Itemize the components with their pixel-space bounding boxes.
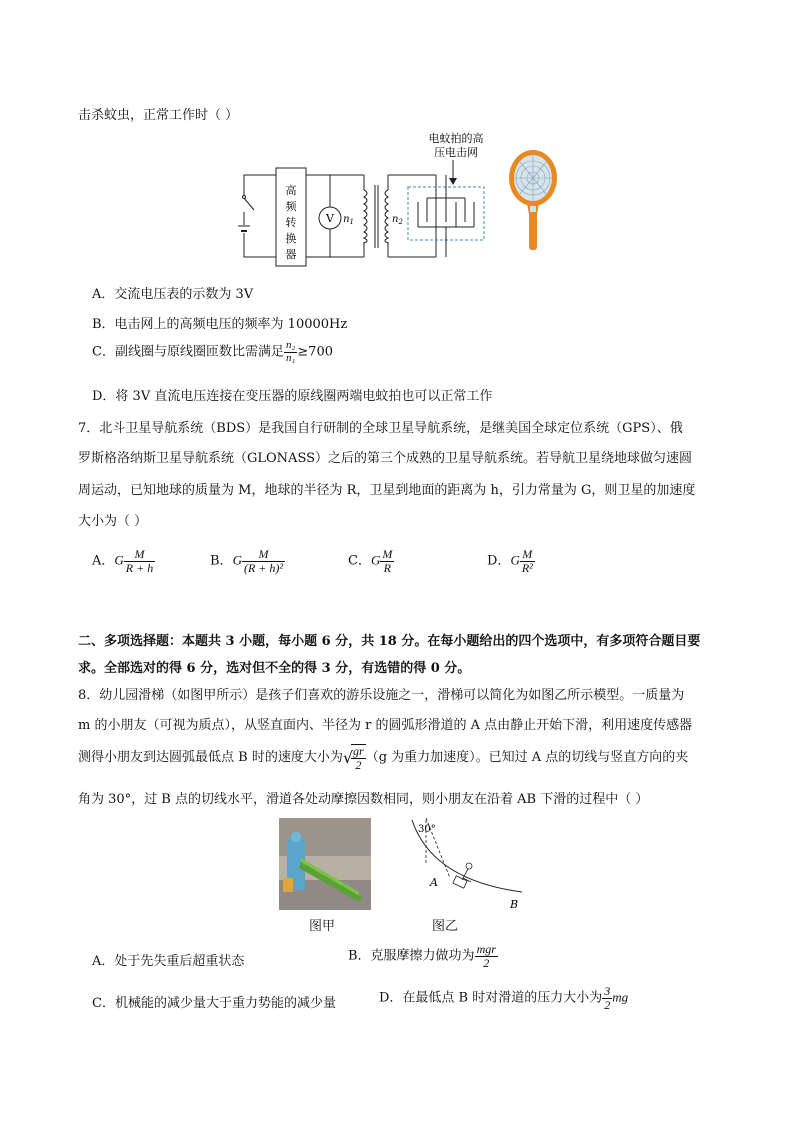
fraction-denominator: R [383,560,392,575]
n2-label: $n_2$ [392,214,403,226]
point-b-label: B [510,898,519,910]
secondary-coil [385,190,388,243]
q6-option-c-fraction [284,340,297,364]
q7-line-3: 周运动，已知地球的质量为 M，地球的半径为 R，卫星到地面的距离为 h，引力常量为 G，则卫星的加速度 [78,483,696,498]
fraction-numerator: gr [353,744,364,758]
q6-option-c [92,340,333,364]
battery-symbol [238,225,250,233]
q6-option-d: D．将 3V 直流电压连接在变压器的原线圈两端电蚊拍也可以正常工作 [92,389,493,404]
option-label: C． [348,553,371,569]
fraction-denominator: 2 [483,955,490,970]
section2-header-line2: 求。全部选对的得 6 分，选对但不全的得 3 分，有选错的得 0 分。 [78,661,471,676]
fraction-numerator: M [382,547,393,561]
n1-label: $n_1$ [343,214,354,226]
slide-model-diagram [410,818,530,910]
q7-option-b [210,548,285,574]
option-label: A． [92,553,115,569]
converter-char-2: 频 [285,200,297,213]
q7-line-4: 大小为（ ） [78,514,148,529]
caption-yi: 图乙 [432,919,459,934]
constant-g: G [114,552,124,568]
q6-stem-tail: 击杀蚊虫，正常工作时（ ） [78,108,239,123]
fraction-denominator: n₁ [285,351,296,364]
q8-line-3 [78,744,688,771]
voltmeter-label: V [326,212,334,225]
switch-symbol [240,192,254,216]
q7-option-a-fraction [124,548,155,574]
fraction-numerator: n₂ [285,339,296,351]
q8-option-d-suffix: mg [612,989,629,1005]
caption-jia: 图甲 [309,919,336,934]
constant-g: G [370,552,381,568]
fraction-denominator: R + h [125,560,154,575]
section2-header-line1: 二、多项选择题：本题共 3 小题，每小题 6 分，共 18 分。在每小题给出的四个选项中，有多项符合题目要 [78,634,701,649]
q8-sqrt-fraction [351,744,366,771]
q8-option-d-fraction [602,985,612,1011]
q8-line-1: 8．幼儿园滑梯（如图甲所示）是孩子们喜欢的游乐设施之一，滑梯可以简化为如图乙所示模型。一质量为 [78,688,685,703]
q8-option-b-fraction [475,943,498,969]
fraction-numerator: mgr [476,942,496,956]
q7-line-1: 7．北斗卫星导航系统（BDS）是我国自行研制的全球卫星导航系统，是继美国全球定位系统（GPS）、俄 [78,421,683,436]
fraction-numerator: 3 [604,984,611,998]
converter-char-3: 转 [285,216,297,229]
net-caption-line2: 压电击网 [434,146,478,159]
fraction-denominator: (R + h)² [243,560,283,575]
fraction-denominator: 2 [604,997,611,1012]
q8-option-d-prefix: D．在最低点 B 时对滑道的压力大小为 [379,990,603,1006]
primary-coil [364,190,367,243]
q8-line-2: m 的小朋友（可视为质点），从竖直面内、半径为 r 的圆弧形滑道的 A 点由静止开始下滑，利用速度传感器 [78,718,693,733]
racket-picture [505,148,565,252]
q7-option-b-fraction [242,548,285,574]
fraction-numerator: M [242,548,285,562]
q7-option-d [487,548,535,574]
sqrt-symbol: √ [342,748,354,768]
q7-option-c-fraction [380,548,394,574]
converter-char-5: 器 [285,248,297,261]
point-a-label: A [430,876,438,889]
converter-char-4: 换 [285,232,297,245]
q8-line-3-pre: 测得小朋友到达圆弧最低点 B 时的速度大小为 [78,750,343,766]
fraction-denominator: 2 [355,757,362,772]
q7-option-c [348,548,394,574]
q6-option-c-suffix: ≥700 [297,344,333,360]
option-label: D． [487,553,511,569]
q6-option-a: A．交流电压表的示数为 3V [92,287,254,302]
q8-line-4: 角为 30°，过 B 点的切线水平，滑道各处动摩擦因数相同，则小朋友在沿着 AB 下滑的过程中（ ） [78,792,649,807]
q7-option-a [92,548,155,574]
q8-option-b-prefix: B．克服摩擦力做功为 [348,948,475,964]
fraction-denominator: R² [521,560,533,575]
fraction-numerator: M [124,548,155,562]
q8-option-d [379,985,628,1011]
fraction-numerator: M [520,548,535,562]
q8-line-3-post: （g 为重力加速度）。已知过 A 点的切线与竖直方向的夹 [365,750,689,766]
slide-photo [279,818,371,910]
option-label: B． [210,553,233,569]
q8-option-b [348,943,498,969]
angle-label: 30° [418,824,436,835]
q8-option-a: A．处于先失重后超重状态 [92,954,245,969]
q7-line-2: 罗斯格洛纳斯卫星导航系统（GLONASS）之后的第三个成熟的卫星导航系统。若导航卫星绕地球做匀速圆 [78,451,693,466]
q6-option-b: B．电击网上的高频电压的频率为 10000Hz [92,317,348,332]
q6-option-c-prefix: C．副线圈与原线圈匝数比需满足 [92,344,284,360]
q7-option-d-fraction [520,548,535,574]
net-caption-line1: 电蚊拍的高 [428,132,484,145]
constant-g: G [232,552,242,568]
constant-g: G [510,552,520,568]
q8-option-c: C．机械能的减少量大于重力势能的减少量 [92,996,336,1011]
converter-char-1: 高 [285,184,297,197]
